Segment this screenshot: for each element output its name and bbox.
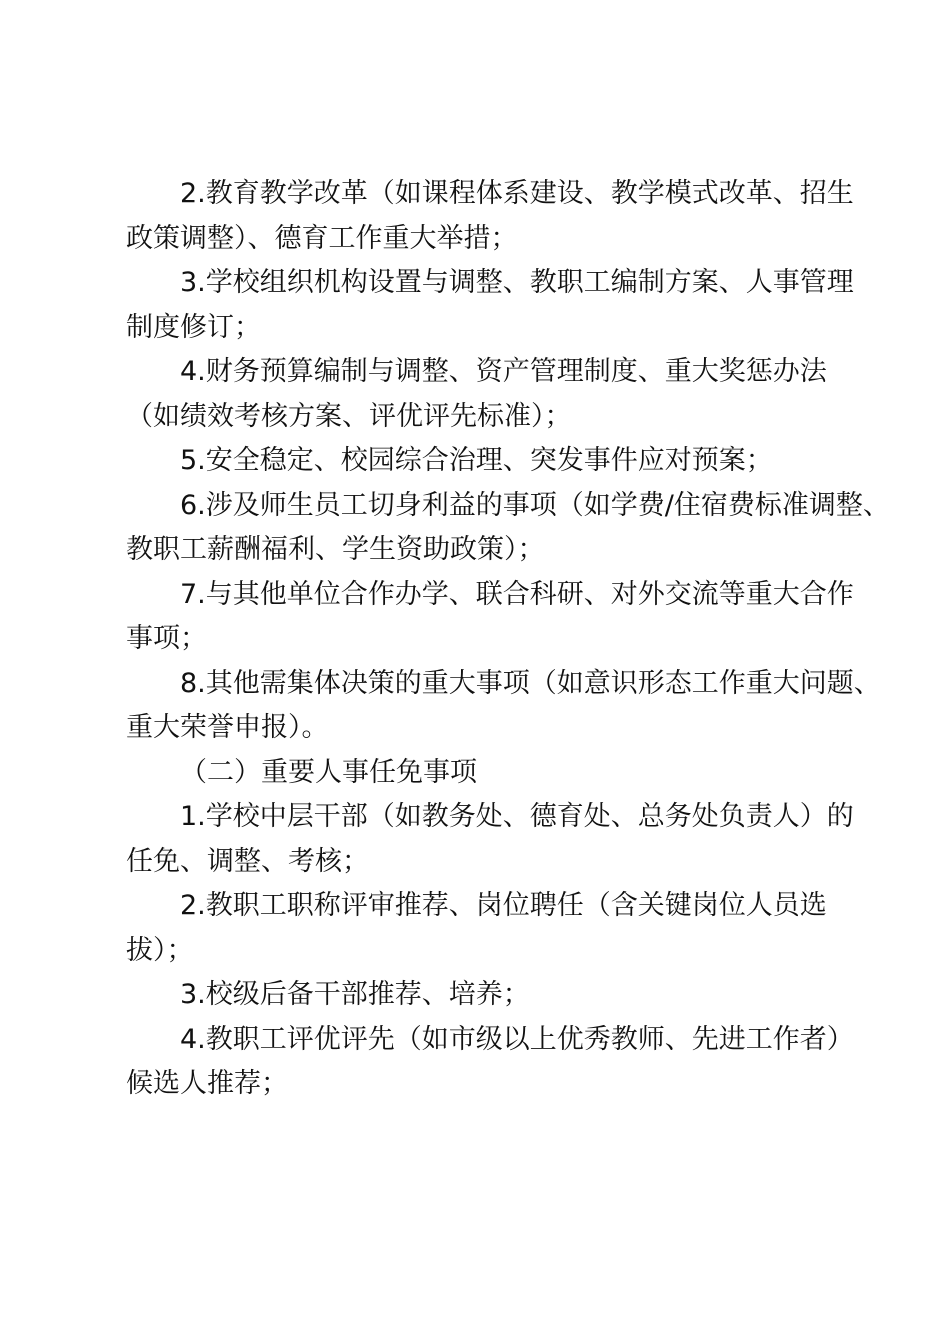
paragraph-line: 3.校级后备干部推荐、培养；	[180, 979, 530, 1010]
paragraph-line: 政策调整）、德育工作重大举措；	[126, 222, 518, 254]
section-heading: （二）重要人事任免事项	[180, 756, 477, 788]
paragraph-line: 4.教职工评优评先（如市级以上优秀教师、先进工作者）	[180, 1023, 854, 1055]
personnel-item-3-reserve	[126, 973, 826, 1018]
paragraph-line: 2.教职工职称评审推荐、岗位聘任（含关键岗位人员选	[180, 890, 827, 921]
paragraph-line: 事项；	[126, 623, 207, 654]
paragraph-line: （如绩效考核方案、评优评先标准）；	[126, 400, 572, 432]
item-6-interests	[126, 484, 890, 573]
paragraph-line: 5.安全稳定、校园综合治理、突发事件应对预案；	[180, 445, 773, 476]
document-body	[126, 172, 890, 1107]
item-2-education-reform	[126, 172, 854, 261]
paragraph-line: 2.教育教学改革（如课程体系建设、教学模式改革、招生	[180, 178, 854, 209]
paragraph-line: 重大荣誉申报）。	[126, 712, 329, 743]
paragraph-line: 任免、调整、考核；	[126, 845, 369, 877]
section-heading-personnel	[126, 751, 826, 796]
personnel-item-1-cadres	[126, 795, 854, 884]
item-8-other-matters	[126, 662, 881, 751]
item-4-finance	[126, 350, 826, 439]
paragraph-line: 4.财务预算编制与调整、资产管理制度、重大奖惩办法	[180, 356, 827, 387]
paragraph-line: 6.涉及师生员工切身利益的事项（如学费/住宿费标准调整、	[180, 489, 890, 521]
paragraph-line: 拔）；	[126, 934, 194, 966]
paragraph-line: 8.其他需集体决策的重大事项（如意识形态工作重大问题、	[180, 667, 881, 699]
paragraph-line: 3.学校组织机构设置与调整、教职工编制方案、人事管理	[180, 267, 854, 298]
paragraph-line: 候选人推荐；	[126, 1068, 288, 1099]
paragraph-line: 制度修订；	[126, 311, 261, 343]
personnel-item-4-awards	[126, 1018, 854, 1107]
paragraph-line: 1.学校中层干部（如教务处、德育处、总务处负责人）的	[180, 801, 854, 832]
item-5-safety	[126, 439, 826, 484]
paragraph-line: 教职工薪酬福利、学生资助政策）；	[126, 534, 545, 565]
item-3-organization	[126, 261, 854, 350]
paragraph-line: 7.与其他单位合作办学、联合科研、对外交流等重大合作	[180, 578, 854, 610]
item-7-cooperation	[126, 573, 854, 662]
personnel-item-2-titles	[126, 884, 826, 973]
